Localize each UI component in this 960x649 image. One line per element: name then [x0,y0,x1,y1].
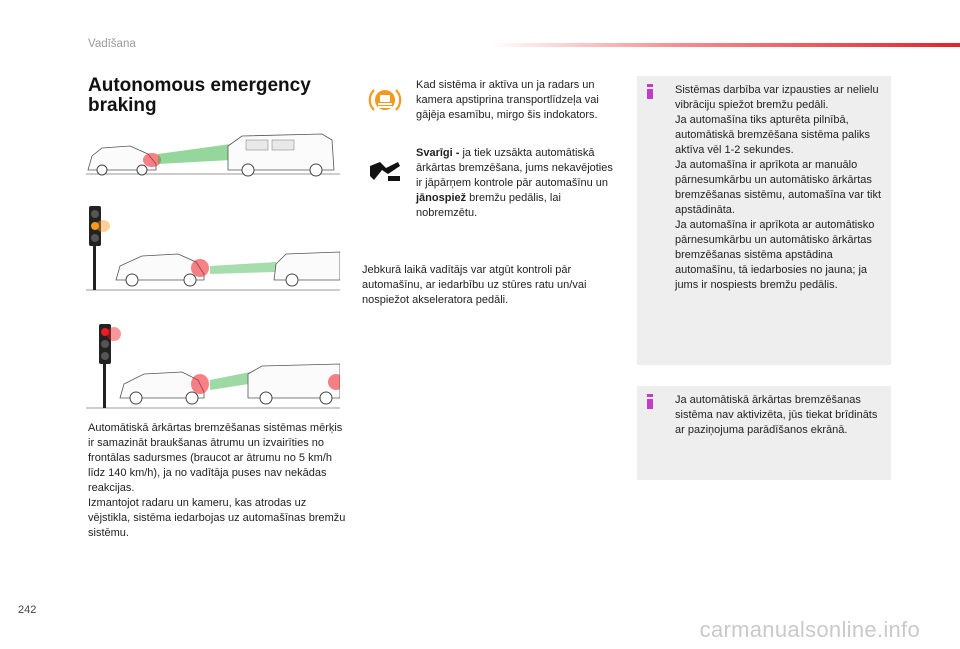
traffic-light-braking-drawing [86,322,340,412]
traffic-light-car-van-drawing [86,204,340,296]
header-accent-line [490,43,960,47]
important-bold: jānospiež [416,192,467,204]
page-number: 242 [18,604,37,616]
system-description: Automātiskā ārkārtas bremzēšanas sistēmas mērķis ir samazināt braukšanas ātrumu un izvairīties no frontālas sadursmes (braucot ar ātrumu no 5 km/h līdz 140 km/h), ja no vadītāja puses nav nekādas reakcijas. Izmantojot radaru un kameru, kas atrodas uz vējstikla, sistēma iedarbojas uz automašīnas bremžu sistēmu. [88,422,346,539]
override-text: Jebkurā laikā vadītājs var atgūt kontroli pār automašīnu, ar iedarbību uz stūres ratu un/vai nospiežot akseleratora pedāli. [362,264,587,306]
collision-alert-icon [368,86,402,114]
info-box-not-activated [637,386,891,480]
info-icon [647,84,653,98]
alert-indicator-text: Kad sistēma ir aktīva un ja radars un kamera apstiprina transportlīdzeļa vai gājēja esamību, mirgo šis indokators. [416,79,599,121]
info-box-vibration [637,76,891,365]
important-text-1: ja tiek uzsākta automātiskā ārkārtas bremzēšana, jums nekavējoties ir jāpārņem kontrole pār automašīnu un [416,147,613,189]
page-title: Autonomous emergency braking [88,75,311,116]
driver-braking-icon [368,158,402,184]
section-header: Vadīšana [88,38,136,50]
illustration-emergency-braking [86,322,340,412]
info-icon [647,394,653,408]
illustration-traffic-light-approach [86,204,340,296]
important-lead: Svarīgi - [416,147,463,159]
van-and-car-drawing [86,130,340,180]
info-box-text: Sistēmas darbība var izpausties ar nelielu vibrāciju spiežot bremžu pedāli. Ja automašīna tiks apturēta pilnībā, automātiskā bremzēšana sistēma paliks aktīva vēl 1-2 sekundes. Ja automašīna ir aprīkota ar manuālo pārnesumkārbu un automātisko ārkārtas bremzēšanas sistēmu, automašīna var tikt apstādināta. Ja automašīna ir aprīkota ar automātisko pārnesumkārbu un automātisko ārkārtas bremzēšanas sistēma apstādina automašīnu, tā iedarbosies no jauna; ja jums ir nospiests bremžu pedālis. [675,84,882,291]
info-box-text: Ja automātiskā ārkārtas bremzēšanas sistēma nav aktivizēta, jūs tiekat brīdināts ar paziņojuma parādīšanos ekrānā. [675,394,878,436]
important-warning-text [416,146,614,221]
watermark: carmanualsonline.info [699,617,920,642]
important-text-2: bremžu pedālis, lai nobremzētu. [416,192,561,219]
illustration-pedestrian-detection [86,130,340,180]
